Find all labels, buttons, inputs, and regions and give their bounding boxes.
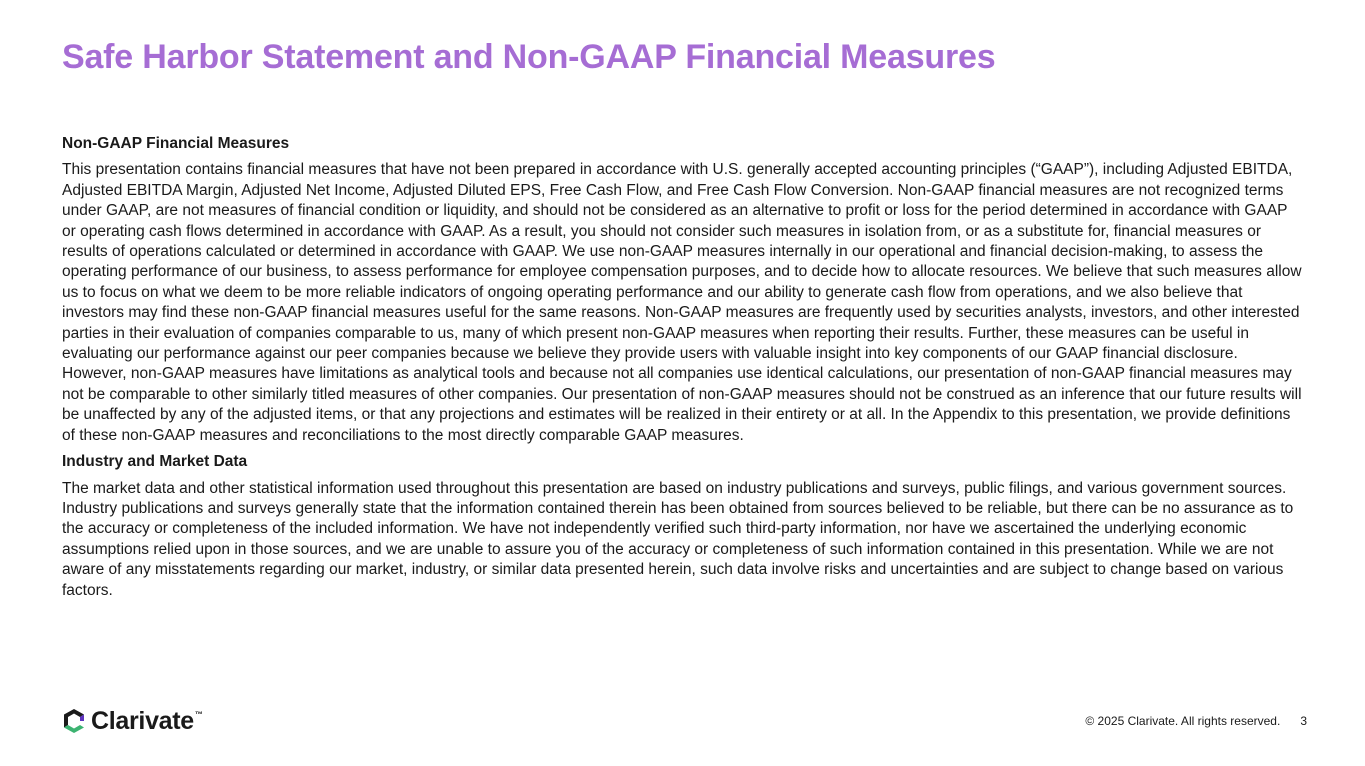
section-heading-industry: Industry and Market Data [62, 453, 248, 471]
logo-trademark: ™ [194, 710, 203, 719]
copyright-text: © 2025 Clarivate. All rights reserved. [1085, 714, 1281, 728]
logo-text: Clarivate [91, 706, 194, 735]
page-title: Safe Harbor Statement and Non-GAAP Financial Measures [62, 38, 996, 76]
section-text-non-gaap: This presentation contains financial measures that have not been prepared in accordance with U.S. generally accepted accounting principles (“GAAP”), including Adjusted EBITDA, Adjusted EBITDA Margin, Adjusted Net Income, Adjusted Diluted EPS, Free Cash Flow, and Free Cash Flow Conversion. Non-GAAP financial measures are not recognized terms under GAAP, are not measures of financial condition or liquidity, and should not be considered as an alternative to profit or loss for the period determined in accordance with GAAP or operating cash flows determined in accordance with GAAP. As a result, you should not consider such measures in isolation from, or as a substitute for, financial measures or results of operations calculated or determined in accordance with GAAP. We use non-GAAP measures internally in our operational and financial decision-making, to assess the operating performance of our business, to assess performance for employee compensation purposes, and to decide how to allocate resources. We believe that such measures allow us to focus on what we deem to be more reliable indicators of ongoing operating performance and our ability to generate cash flow from operations, and we also believe that investors may find these non-GAAP financial measures useful for the same reasons. Non-GAAP measures are frequently used by securities analysts, investors, and other interested parties in their evaluation of companies comparable to us, many of which present non-GAAP measures when reporting their results. Further, these measures can be useful in evaluating our performance against our peer companies because we believe they provide users with valuable insight into key components of our GAAP financial disclosure. However, non-GAAP measures have limitations as analytical tools and because not all companies use identical calculations, our presentation of non-GAAP financial measures may not be comparable to other similarly titled measures of other companies. Our presentation of non-GAAP measures should not be construed as an inference that our future results will be unaffected by any of the adjusted items, or that any projections and estimates will be realized in their entirety or at all. In the Appendix to this presentation, we provide definitions of these non-GAAP measures and reconciliations to the most directly comparable GAAP measures. [62, 161, 1302, 444]
clarivate-logo [62, 706, 203, 736]
slide-body [62, 134, 1304, 601]
clarivate-logo-icon [62, 708, 86, 734]
page-number: 3 [1300, 714, 1307, 728]
footer-meta [1085, 714, 1307, 728]
section-text-industry: The market data and other statistical information used throughout this presentation are based on industry publications and surveys, public filings, and various government sources. Industry publications and surveys generally state that the information contained therein has been obtained from sources believed to be reliable, but there can be no assurance as to the accuracy or completeness of the included information. We have not independently verified such third-party information, nor have we ascertained the underlying economic assumptions relied upon in those sources, and we are unable to assure you of the accuracy or completeness of such information contained in this presentation. While we are not aware of any misstatements regarding our market, industry, or similar data presented herein, such data involve risks and uncertainties and are subject to change based on various factors. [62, 479, 1294, 599]
section-heading-non-gaap: Non-GAAP Financial Measures [62, 135, 290, 152]
